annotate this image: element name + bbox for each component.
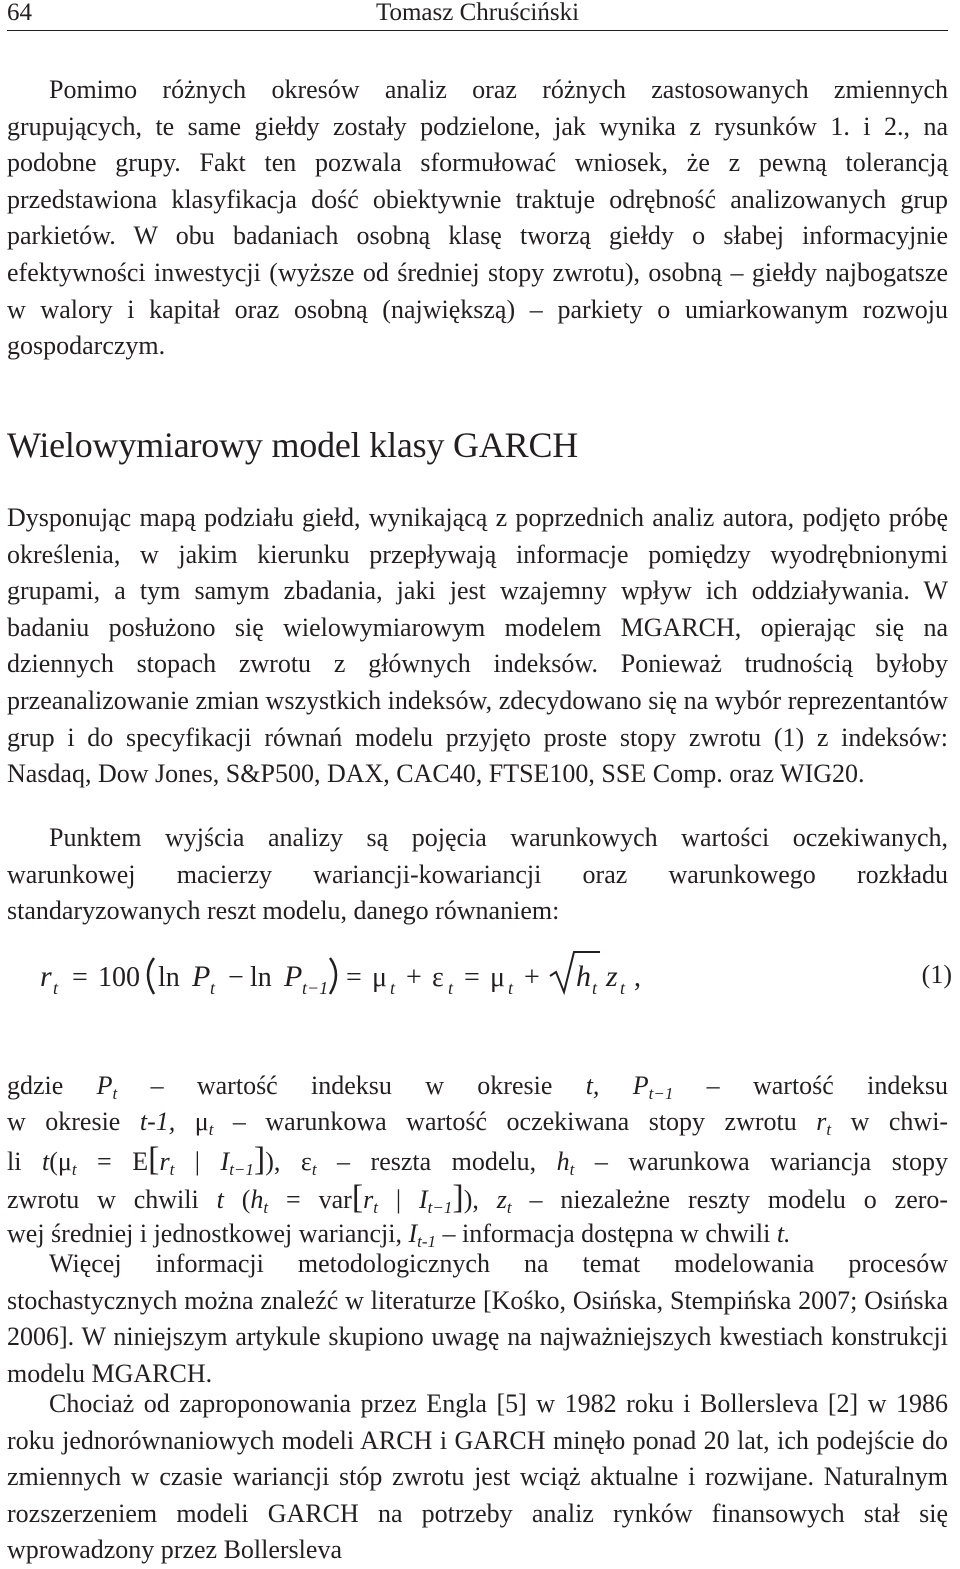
eq-sub-t5: t [508,978,514,998]
defs-l2a: w okresie [7,1107,121,1136]
eq-100: 100 [98,962,140,993]
defs-l4c: ( [241,1185,251,1214]
eq-sub-t-1: t−1 [302,978,329,998]
defs-l3b: t [41,1147,50,1176]
intro-paragraph: Pomimo różnych okresów analiz oraz różnych zastosowanych zmiennych grupujących, te same giełdy zostały podzielone, jak wynika z rysunków 1. i 2., na podobne grupy. Fakt ten pozwala sformułować wniosek, że z pewną tolerancją przedstawiona klasyfikacja dość obiektywnie traktuje odrębność analizowanych grup parkietów. W obu badaniach osobną klasę tworzą giełdy o słabej informacyjnie efektywności inwestycji (wyższe od średniej stopy zwrotu), osobną – giełdy najbogatsze w walory i kapitał oraz osobną (największą) – parkiety o umiarkowanym rozwoju gospodarczym. [7,75,948,361]
defs-l2d: w chwi- [850,1107,949,1136]
var-eps-t: $\varepsilon_t$ [300,1147,317,1179]
var-Pt-1: $P_{t-1}$ [632,1071,674,1103]
section-paragraph-2: Punktem wyjścia analizy są pojęcia warunkowych wartości oczekiwanych, warunkowej macierzy wariancji-kowariancji oraz warunkowego rozkładu standaryzowanych reszt modelu, danego równaniem: [7,823,948,926]
defs-l5c: t-1 [417,1232,437,1251]
eq-sub-t6: t [592,978,598,998]
defs-l4d: var [318,1185,352,1214]
paragraph-literature: Więcej informacji metodologicznych na temat modelowania procesów stochastycznych można znaleźć w literaturze [Kośko, Osińska, Stempińska 2007; Osińska 2006]. W niniejszym artykule skupiono uwagę na najważniejszych kwestiach konstrukcji modelu MGARCH. [7,1249,948,1388]
equation-number: (1) [921,960,952,989]
eq-equals-2: = [346,962,362,993]
eq-sub-t2: t [210,978,216,998]
defs-l5e: t. [776,1219,791,1248]
defs-l4e: ), [463,1185,479,1214]
defs-l1d: – wartość indeksu [706,1071,949,1100]
eq-h: h [576,960,591,993]
defs-line-3: li $t(\mu_t = E[r_t$ | $I_{t-1}$]), $\varepsilon_t$ – reszta modelu, $h_t$ – warunkowa wariancja stopy [7,1141,949,1179]
defs-l5a: wej średniej i jednostkowej wariancji, [7,1219,402,1248]
page-number: 64 [7,0,32,26]
defs-l3a: li [7,1147,22,1176]
defs-l1b: – wartość indeksu w okresie [150,1071,553,1100]
var-mu-t-2: $\mu_t$ [57,1147,77,1179]
eq-sub-t3: t [390,978,396,998]
eq-sub-t7: t [620,978,626,998]
defs-l2c: – warunkowa wartość oczekiwana stopy zwrotu [232,1107,797,1136]
defs-l3c: ( [49,1147,58,1176]
section-paragraph-1: Dysponując mapą podziału giełd, wynikającą z poprzednich analiz autora, podjęto próbę określenia, w jakim kierunku przepływają informacje pomiędzy wyodrębnionymi grupami, a tym samym zbadania, jaki jest wzajemny wpływ ich oddziaływania. W badaniu posłużono się wielowymiarowym modelem MGARCH, opierając się na dziennych stopach zwrotu z głównych indeksów. Ponieważ trudnością byłoby przeanalizowanie zmian wszystkich indeksów, zdecydowano się na wybór reprezentantów grup i do specyfikacji równań modelu przyjęto proste stopy zwrotu (1) z indeksów: Nasdaq, Dow Jones, S&P500, DAX, CAC40, FTSE100, SSE Comp. oraz WIG20. [7,503,948,789]
defs-l4f: – niezależne reszty modelu o zero- [529,1185,949,1214]
defs-l1c: t, [585,1071,600,1100]
eq-mu-1: μ [372,962,388,993]
defs-line-4: zwrotu w chwili t ($h_t = var[r_t$ | $I_{t-1}$]), $z_t$ – niezależne reszty modelu o zero- [7,1179,949,1217]
eq-left-paren [148,958,154,994]
defs-l3f: ), [265,1147,281,1176]
eq-minus-1: − [228,962,244,993]
defs-l2b: t-1, [139,1107,176,1136]
defs-l5b: I [408,1219,418,1248]
eq-eps: ε [432,962,444,993]
section-heading: Wielowymiarowy model klasy GARCH [7,425,579,465]
eq-equals-1: = [72,962,88,993]
defs-l4a: zwrotu w chwili [7,1185,199,1214]
var-ht: $h_t$ [556,1147,575,1179]
var-zt: $z_t$ [496,1185,512,1217]
defs-l1a: gdzie [7,1071,64,1100]
defs-l3d: E [132,1147,149,1176]
eq-ln-1: ln [158,962,180,993]
defs-eq-1: = [97,1147,112,1176]
eq-right-paren [330,958,336,994]
paragraph-history: Chociaż od zaproponowania przez Engla [5] w 1982 roku i Bollersleva [2] w 1986 roku jednorównaniowych modeli ARCH i GARCH minęło ponad 20 lat, ich podejście do zmiennych w czasie wariancji stóp zwrotu jest wciąż aktualne i rozwijane. Naturalnym rozszerzeniem modeli GARCH na potrzeby analiz rynków finansowych stał się wprowadzony przez Bollersleva [7,1389,948,1565]
eq-sub-t4: t [448,978,454,998]
page-header [7,0,948,31]
eq-comma: , [634,962,641,993]
defs-l3h: – warunkowa wariancja stopy [594,1147,949,1176]
defs-l4b: t [216,1185,224,1214]
running-head: Tomasz Chruściński [375,0,580,26]
eq-r: r [40,960,52,993]
defs-l3e: I [220,1147,230,1176]
eq-z: z [606,960,618,993]
eq-plus-2: + [524,962,540,993]
eq-sub-t1: t [53,978,59,998]
var-mu-t: $\mu_t$ [194,1107,214,1139]
defs-eq-2: = [286,1185,301,1214]
eq-ln-2: ln [250,962,272,993]
eq-P1: P [192,960,211,993]
var-rt: $r_t$ [816,1107,832,1139]
eq-mu-2: μ [490,962,506,993]
eq-plus-1: + [406,962,422,993]
eq-P2: P [284,960,303,993]
var-Pt: $P_t$ [96,1071,118,1103]
equation-1 [40,944,790,1004]
defs-l5d: – informacja dostępna w chwili [442,1219,771,1248]
eq-equals-3: = [464,962,480,993]
defs-l3g: – reszta modelu, [337,1147,537,1176]
